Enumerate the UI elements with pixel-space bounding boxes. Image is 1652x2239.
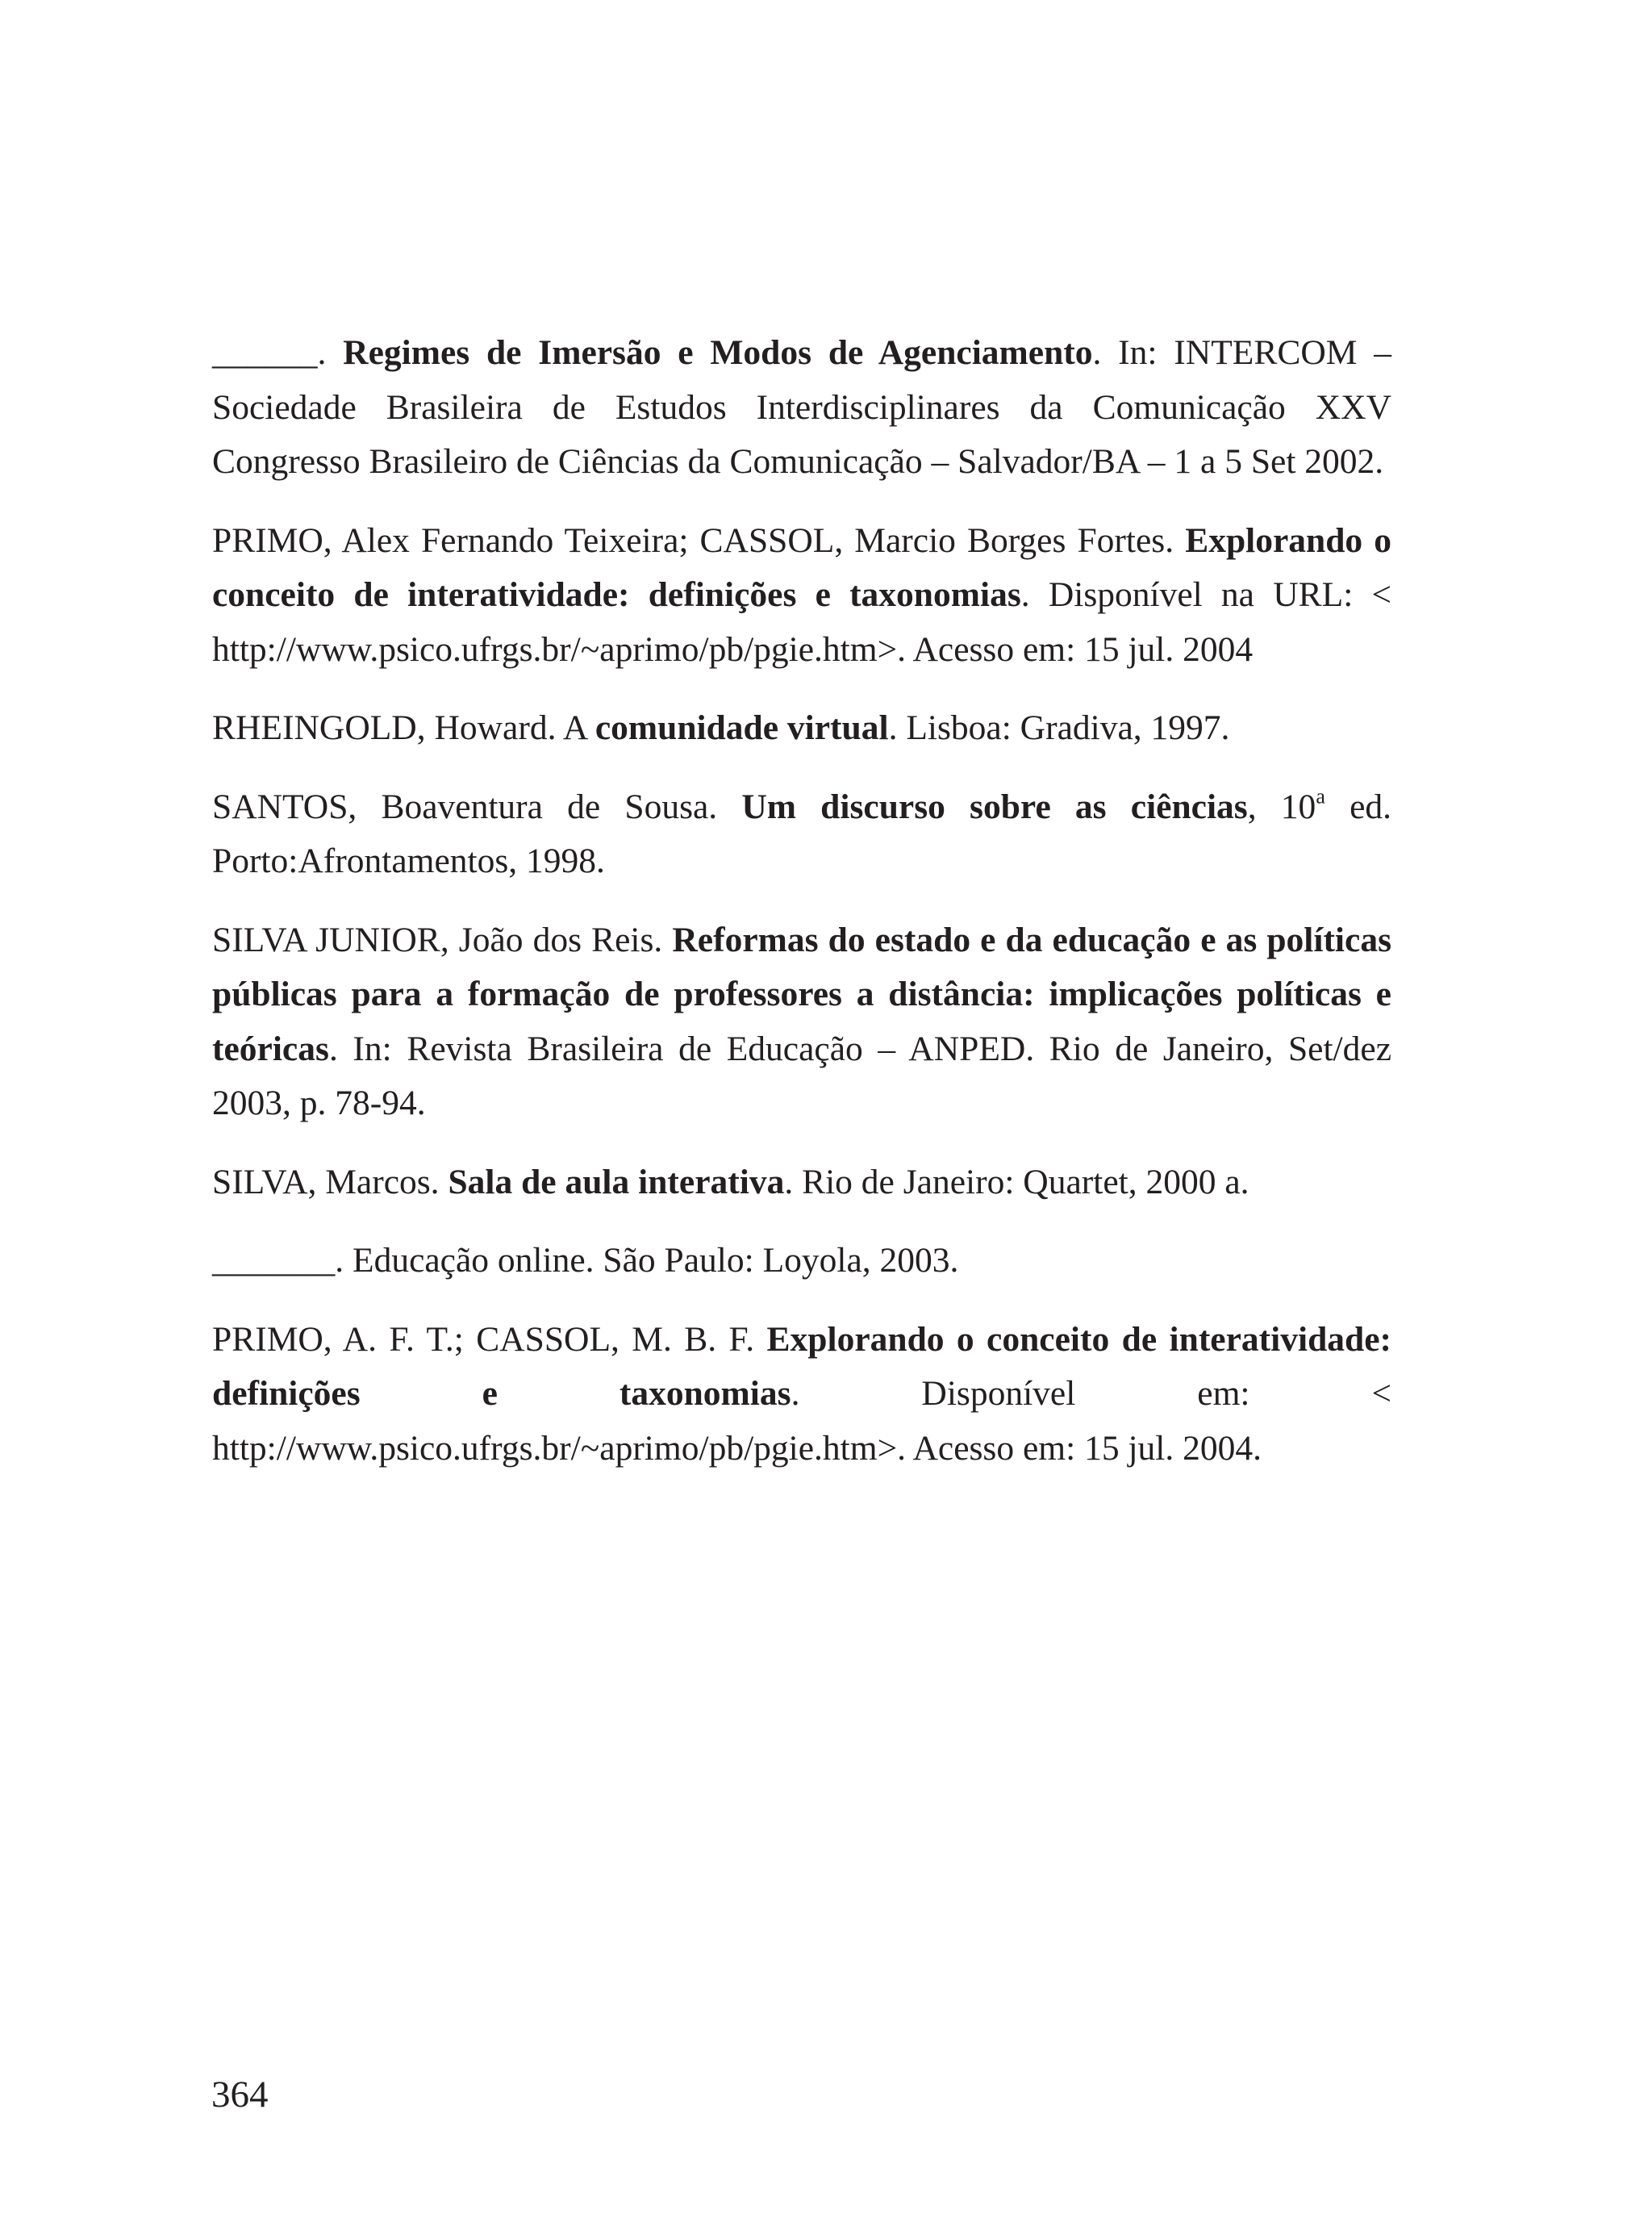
reference-text: . Disponível em: < http://www.psico.ufrgs.br/~aprimo/pb/pgie.htm>. Acesso em: 15 jul. 2004. <box>212 1374 1391 1468</box>
reference-entry <box>212 1234 1391 1289</box>
reference-entry <box>212 1155 1391 1210</box>
reference-entry <box>212 913 1391 1131</box>
reference-entry <box>212 326 1391 490</box>
reference-text: SILVA JUNIOR, João dos Reis. <box>212 920 673 959</box>
reference-title: Sala de aula interativa <box>448 1162 785 1201</box>
reference-entry <box>212 514 1391 678</box>
reference-text: RHEINGOLD, Howard. A <box>212 708 595 747</box>
ordinal-superscript: a <box>1316 784 1325 808</box>
reference-title: Reformas do estado e da educação e as políticas públicas para a formação de professores a distância: implicações políticas e teóricas <box>212 920 1391 1068</box>
reference-text: SILVA, Marcos. <box>212 1162 448 1201</box>
reference-text: ______. <box>212 333 344 372</box>
reference-text: PRIMO, Alex Fernando Teixeira; CASSOL, Marcio Borges Fortes. <box>212 520 1186 560</box>
reference-text: ed. Porto:Afrontamentos, 1998. <box>212 787 1392 880</box>
reference-title: comunidade virtual <box>594 708 889 747</box>
reference-title: Um discurso sobre as ciências <box>741 787 1248 826</box>
reference-text: . In: Revista Brasileira de Educação – ANPED. Rio de Janeiro, Set/dez 2003, p. 78-94. <box>212 1029 1391 1122</box>
reference-title: Explorando o conceito de interatividade: definições e taxonomias <box>212 520 1391 614</box>
page-number: 364 <box>211 2074 269 2116</box>
reference-text: . Disponível na URL: < http://www.psico.ufrgs.br/~aprimo/pb/pgie.htm>. Acesso em: 15 jul. 2004 <box>212 575 1392 669</box>
reference-entry <box>212 701 1391 756</box>
reference-text: . In: INTERCOM – Sociedade Brasileira de Estudos Interdisciplinares da Comunicação XXV Congresso Brasileiro de Ciências da Comunicação – Salvador/BA – 1 a 5 Set 2002. <box>212 333 1391 481</box>
reference-title: Regimes de Imersão e Modos de Agenciamento <box>343 333 1093 372</box>
reference-entry <box>212 1313 1391 1477</box>
reference-entry <box>212 780 1391 889</box>
reference-text: . Lisboa: Gradiva, 1997. <box>888 708 1230 747</box>
reference-text: . Rio de Janeiro: Quartet, 2000 a. <box>784 1162 1249 1201</box>
reference-text: , 10 <box>1247 787 1316 826</box>
reference-text: SANTOS, Boaventura de Sousa. <box>212 787 742 826</box>
reference-title: Explorando o conceito de interatividade: definições e taxonomias <box>212 1319 1392 1413</box>
reference-text: PRIMO, A. F. T.; CASSOL, M. B. F. <box>212 1319 767 1359</box>
reference-text: _______. Educação online. São Paulo: Loyola, 2003. <box>212 1241 959 1280</box>
reference-list <box>212 326 1391 1500</box>
